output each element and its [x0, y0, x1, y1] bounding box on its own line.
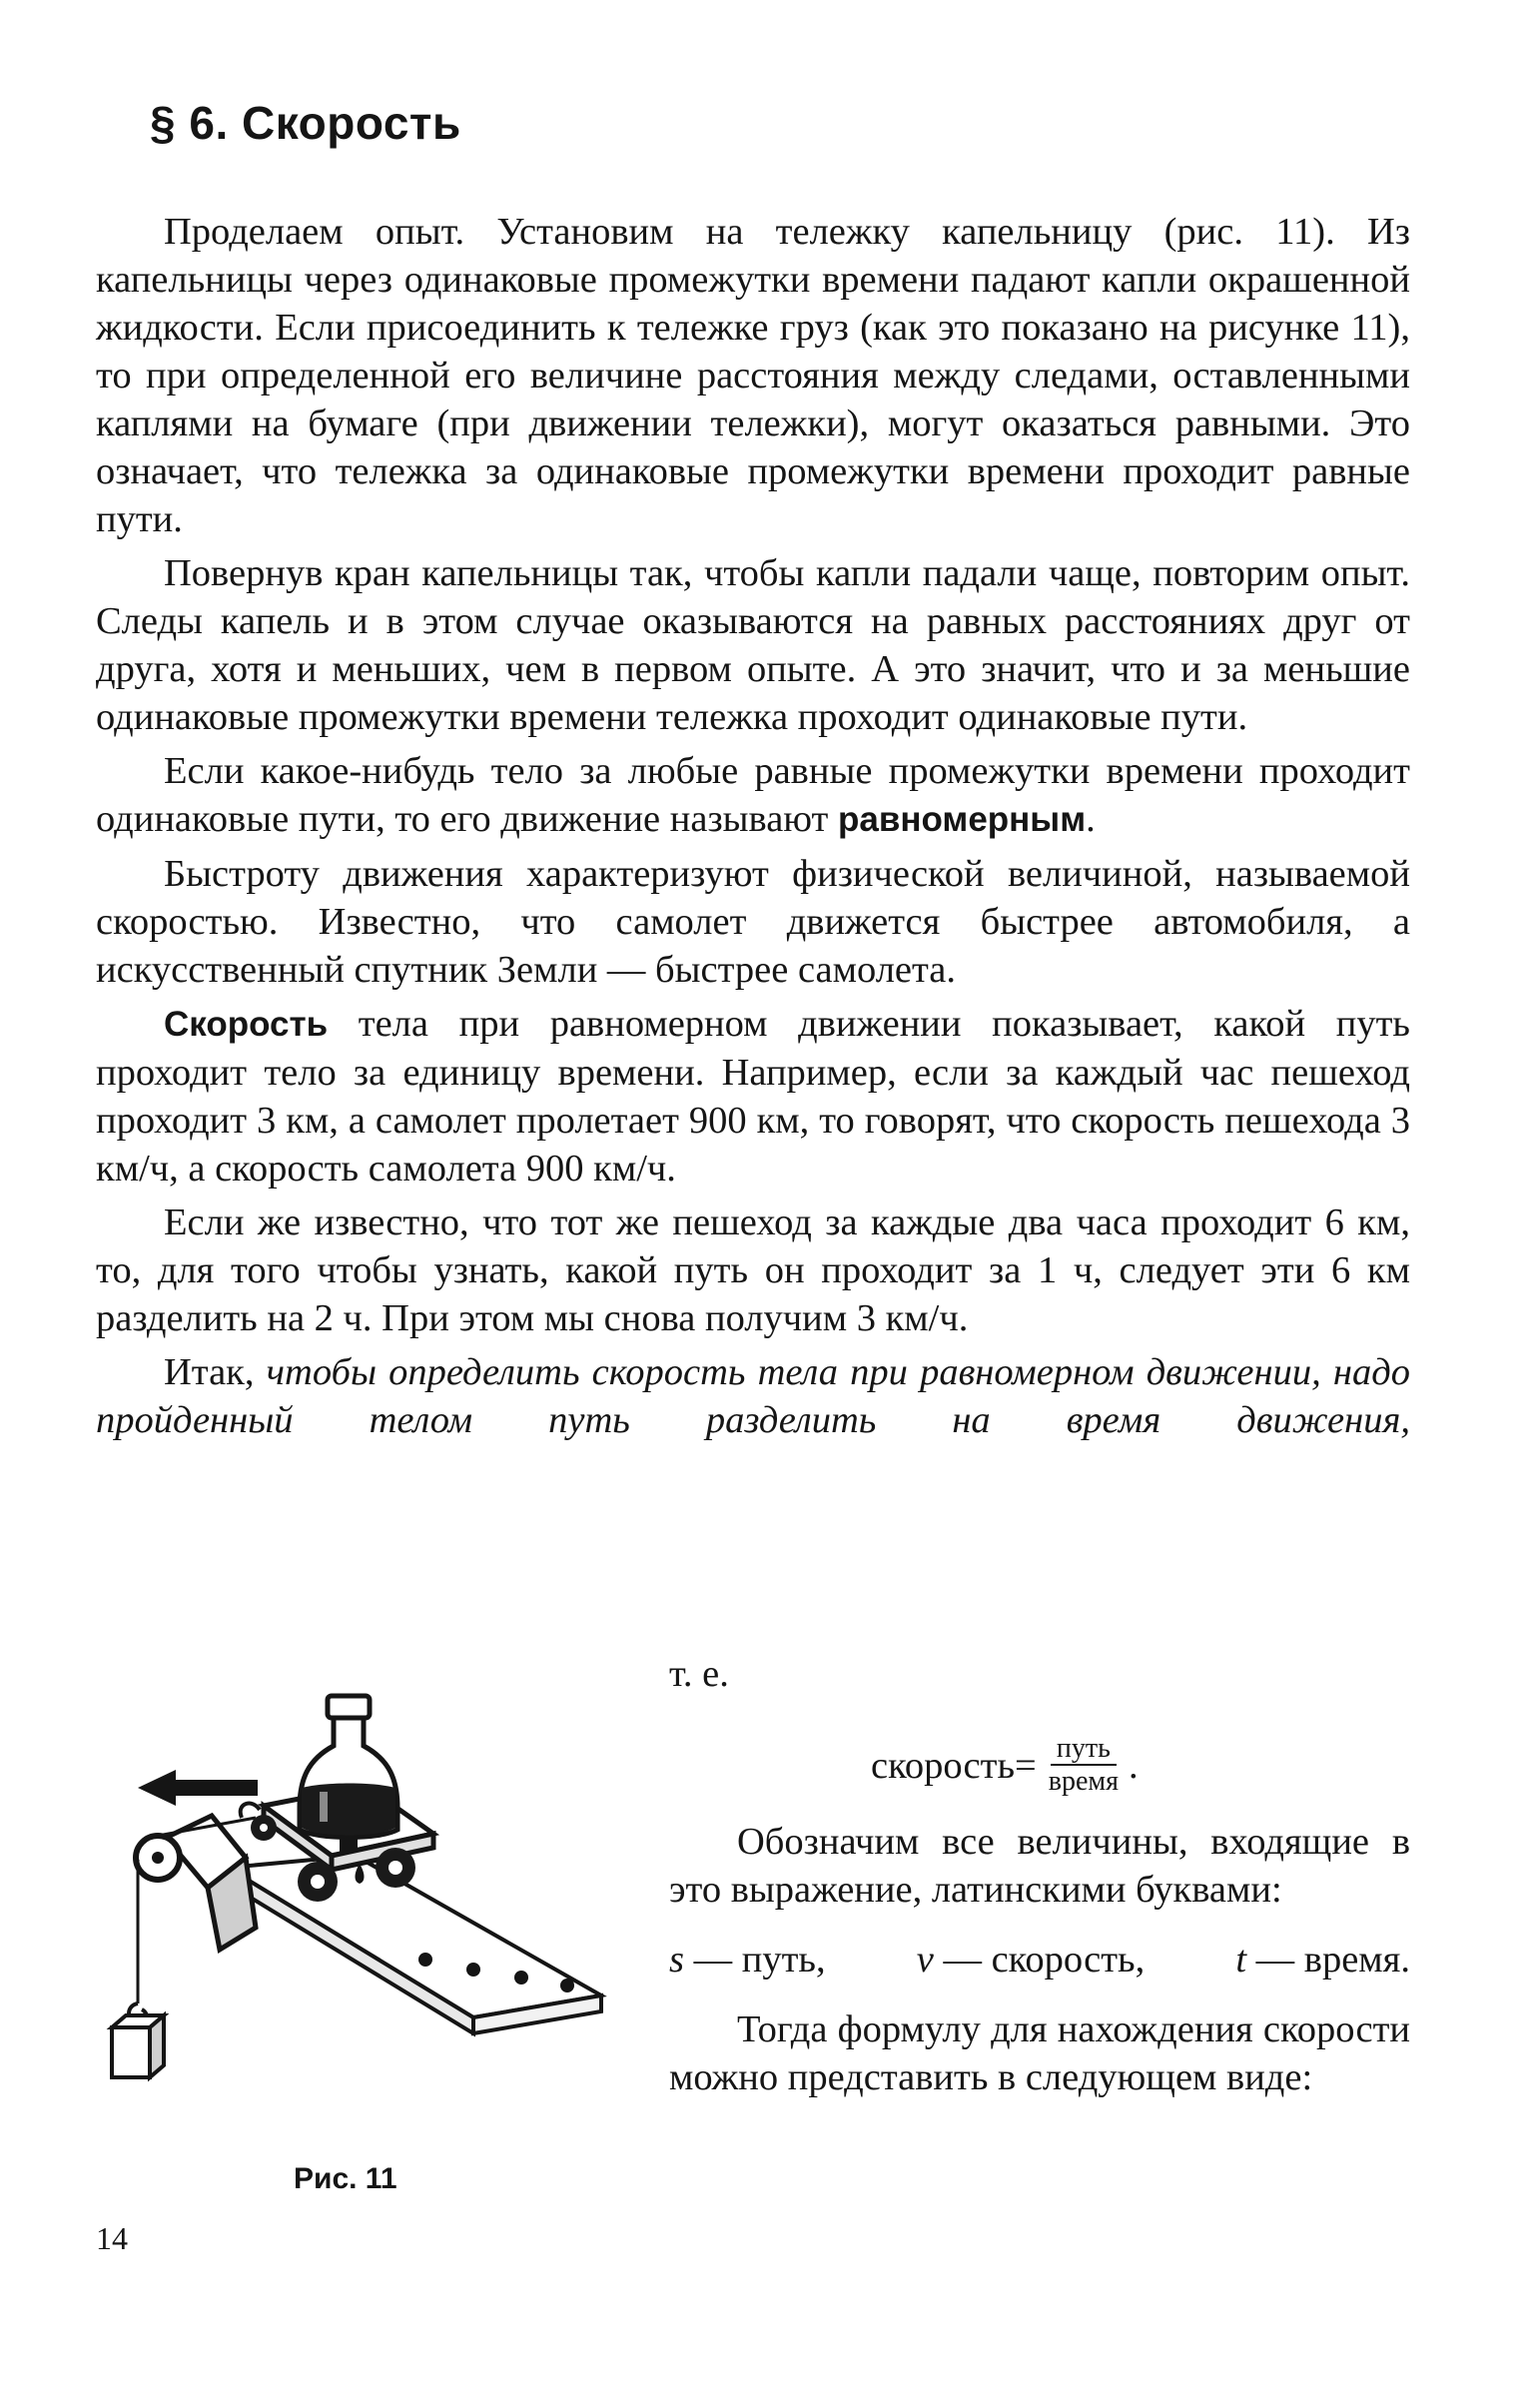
pulley: [136, 1816, 256, 1950]
symbol-t: t: [1235, 1939, 1247, 1981]
formula-equals: =: [1015, 1745, 1037, 1787]
uniform-motion-text: Если какое-нибудь тело за любые равные промежутки времени проходит одинаковые пути, то его движение называют: [96, 750, 1410, 840]
weight: [112, 2003, 164, 2077]
paragraph-speed-definition: [96, 1000, 1410, 1193]
rule-italic: чтобы определить скорость тела при равномерном движении, надо пройденный телом путь разделить на время движения,: [96, 1351, 1410, 1441]
paragraph-closing: Тогда формулу для нахождения скорости можно представить в следующем виде:: [669, 2008, 1410, 2098]
formula-left: скорость: [871, 1745, 1016, 1787]
formula-fraction: [1043, 1734, 1125, 1798]
page-title: § 6. Скорость: [150, 97, 461, 149]
definition-path-text: — путь,: [683, 1939, 826, 1981]
speed-definition-text: тела при равномерном движении показывает, какой путь проходит тело за единицу времени. Например, если за каждый час пешеход проходит 3 км, а самолет пролетает 900 км, то говорят, что скорость пешехода 3 км/ч, а скорость самолета 900 км/ч.: [96, 1003, 1410, 1190]
definition-speed-text: — скорость,: [933, 1939, 1146, 1981]
rule-lead: Итак,: [164, 1351, 267, 1393]
formula-numerator: путь: [1051, 1734, 1117, 1766]
uniform-motion-end: .: [1086, 798, 1096, 840]
board: [228, 1856, 601, 2033]
paragraph-pedestrian: Если же известно, что тот же пешеход за каждые два часа проходит 6 км, то, для того чтобы узнать, какой путь он проходит за 1 ч, следует эти 6 км разделить на 2 ч. При этом мы снова получим 3 км/ч.: [96, 1201, 1410, 1339]
rule-tail: т. е.: [669, 1653, 729, 1695]
dropper-bottle: [300, 1696, 397, 1852]
paragraph-experiment: Проделаем опыт. Установим на тележку капельницу (рис. 11). Из капельницы через одинаковые промежутки времени падают капли окрашенной жидкости. Если присоединить к тележке груз (как это показано на рисунке 11), то при определенной его величине расстояния между следами, оставленными каплями на бумаге (при движении тележки), могут оказаться равными. Это означает, что тележка за одинаковые промежутки времени проходит равные пути.: [96, 211, 1410, 540]
definitions-line: [669, 1936, 1410, 1984]
cart-dropper-illustration: [96, 1688, 655, 2187]
figure-11: [96, 1688, 655, 2187]
formula-denominator: время: [1048, 1766, 1119, 1797]
right-column: [669, 1818, 1410, 2101]
arrow-left-icon: [138, 1770, 258, 1806]
symbol-v: v: [916, 1939, 934, 1981]
definition-time-text: — время.: [1246, 1939, 1410, 1981]
term-uniform: равномерным: [838, 800, 1087, 839]
term-speed: Скорость: [164, 1005, 329, 1044]
definition-speed: [917, 1936, 1146, 1984]
formula-end: .: [1129, 1745, 1139, 1787]
symbol-s: s: [669, 1939, 684, 1981]
body-text: [96, 208, 1410, 1450]
paragraph-uniform-motion: [96, 747, 1410, 844]
figure-caption: Рис. 11: [294, 2162, 397, 2195]
speed-formula: [871, 1726, 1139, 1806]
definition-path: [669, 1936, 826, 1984]
paragraph-second-experiment: Повернув кран капельницы так, чтобы капли падали чаще, повторим опыт. Следы капель и в этом случае оказываются на равных расстояниях друг от друга, хотя и меньших, чем в первом опыте. А это значит, что и за меньшие одинаковые промежутки времени тележка проходит одинаковые пути.: [96, 552, 1410, 738]
paragraph-rule: [96, 1348, 1410, 1444]
page-number: 14: [96, 2220, 128, 2256]
paragraph-notation: Обозначим все величины, входящие в это выражение, латинскими буквами:: [669, 1821, 1410, 1911]
paragraph-speed-intro: Быстроту движения характеризуют физической величиной, называемой скоростью. Известно, что самолет движется быстрее автомобиля, а искусственный спутник Земли — быстрее самолета.: [96, 853, 1410, 991]
definition-time: [1235, 1936, 1410, 1984]
